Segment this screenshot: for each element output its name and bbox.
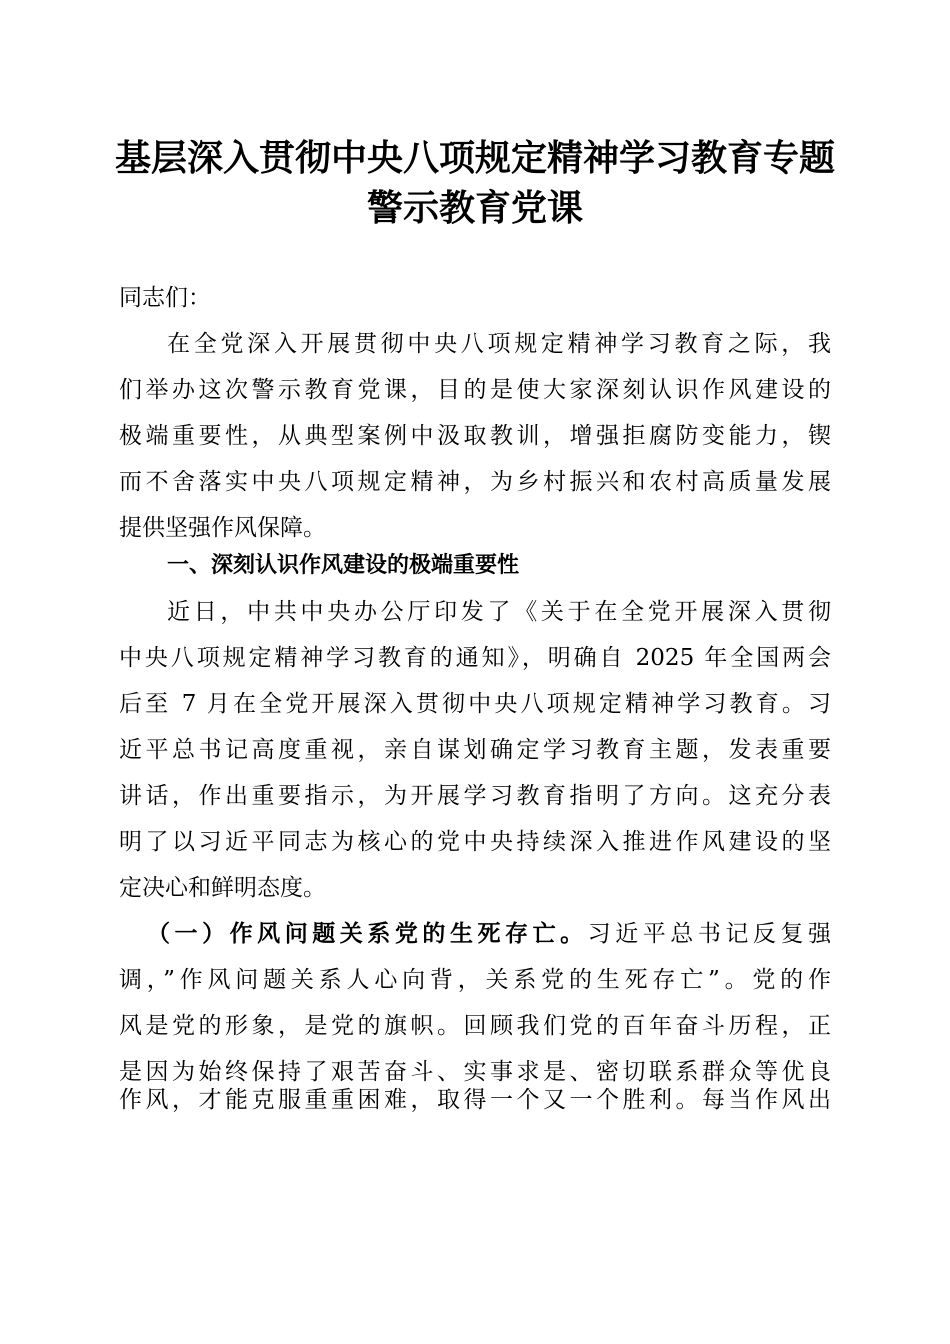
subsection-1-first-line-rest: 习近平总书记反复强 [587,921,832,947]
subsection-1-first-line [147,919,831,949]
section-1-paragraph-1-line-6: 明了以习近平同志为核心的党中央持续深入推进作风建设的坚 [119,829,831,855]
subsection-1-line-2: 调，”作风问题关系人心向背，关系党的生死存亡”。党的作 [119,967,831,993]
subsection-1-line-4: 是因为始终保持了艰苦奋斗、实事求是、密切联系群众等优良 [119,1059,831,1085]
intro-line-3: 极端重要性，从典型案例中汲取教训，增强拒腐防变能力，锲 [119,423,831,449]
section-1-paragraph-1-line-7: 定决心和鲜明态度。 [119,875,326,901]
subsection-1-line-5: 作风，才能克服重重困难，取得一个又一个胜利。每当作风出 [119,1087,831,1113]
section-1-paragraph-1-line-1: 近日，中共中央办公厅印发了《关于在全党开展深入贯彻 [167,599,831,625]
section-1-paragraph-1-line-4: 近平总书记高度重视，亲自谋划确定学习教育主题，发表重要 [119,737,831,763]
subsection-1-lead: （一）作风问题关系党的生死存亡。 [147,921,588,947]
section-1-paragraph-1-line-5: 讲话，作出重要指示，为开展学习教育指明了方向。这充分表 [119,783,831,809]
subsection-1-line-3: 风是党的形象，是党的旗帜。回顾我们党的百年奋斗历程，正 [119,1013,831,1039]
section-1-heading: 一、深刻认识作风建设的极端重要性 [167,553,520,578]
section-1-paragraph-1-line-3: 后至 7 月在全党开展深入贯彻中央八项规定精神学习教育。习 [119,691,831,717]
intro-line-5: 提供坚强作风保障。 [119,515,326,541]
intro-line-1: 在全党深入开展贯彻中央八项规定精神学习教育之际，我 [167,331,831,357]
intro-line-4: 而不舍落实中央八项规定精神，为乡村振兴和农村高质量发展 [119,469,831,495]
salutation: 同志们： [119,285,211,311]
intro-line-2: 们举办这次警示教育党课，目的是使大家深刻认识作风建设的 [119,377,831,403]
section-1-paragraph-1-line-2: 中央八项规定精神学习教育的通知》，明确自 2025 年全国两会 [119,645,831,671]
document-title-line-2: 警示教育党课 [366,187,583,229]
document-title-line-1: 基层深入贯彻中央八项规定精神学习教育专题 [114,137,835,179]
